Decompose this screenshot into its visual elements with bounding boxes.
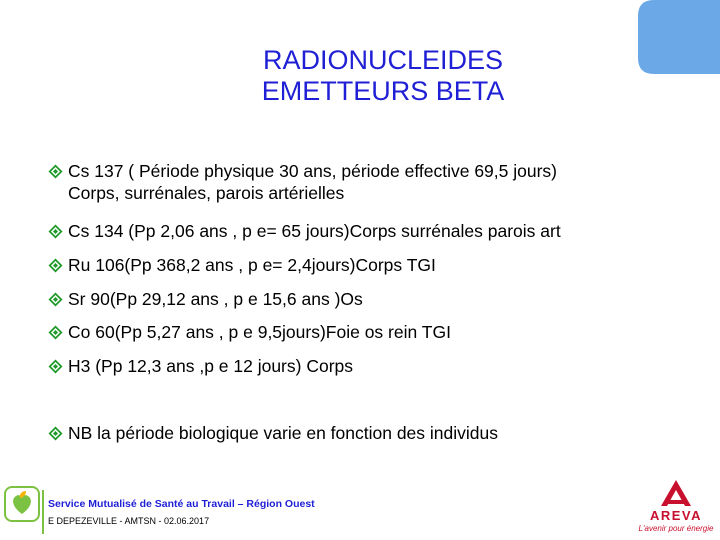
bullet-item [48,422,698,444]
bullet-text: NB la période biologique varie en fonction des individus [68,423,498,443]
diamond-bullet-icon [48,258,63,273]
footer-organization: Service Mutualisé de Santé au Travail – Région Ouest [48,498,315,510]
diamond-bullet-icon [48,292,63,307]
heart-leaf-icon [4,486,40,522]
slide-title [180,45,586,107]
bullet-item [48,288,698,310]
diamond-bullet-icon [48,325,63,340]
diamond-bullet-icon [48,426,63,441]
diamond-bullet-icon [48,164,63,179]
diamond-bullet-icon [48,224,63,239]
bullet-text: Cs 137 ( Période physique 30 ans, période effective 69,5 jours) [68,161,558,181]
bullet-item [48,254,698,276]
bullet-item [48,321,698,343]
slide-title-line-1: RADIONUCLEIDES [262,45,504,76]
areva-logo [636,478,716,536]
bullet-item [48,160,698,204]
bullet-item [48,220,698,242]
bullet-text: Cs 134 (Pp 2,06 ans , p e= 65 jours)Corps surrénales parois art [68,221,561,241]
slide-title-line-2: EMETTEURS BETA [261,76,505,107]
footer-divider [42,490,44,534]
bullet-item [48,355,698,377]
bullet-text: Sr 90(Pp 29,12 ans , p e 15,6 ans )Os [68,289,363,309]
footer-author-date: E DEPEZEVILLE - AMTSN - 02.06.2017 [48,516,210,526]
bullet-text-continued: Corps, surrénales, parois artérielles [68,183,345,203]
areva-a-icon [636,478,716,508]
bullet-text: H3 (Pp 12,3 ans ,p e 12 jours) Corps [68,356,354,376]
bullet-text: Ru 106(Pp 368,2 ans , p e= 2,4jours)Corps TGI [68,255,436,275]
bullet-text: Co 60(Pp 5,27 ans , p e 9,5jours)Foie os rein TGI [68,322,451,342]
areva-tagline: L'avenir pour énergie [638,524,714,533]
diamond-bullet-icon [48,359,63,374]
corner-decoration [636,0,720,74]
areva-wordmark: AREVA [649,508,703,523]
